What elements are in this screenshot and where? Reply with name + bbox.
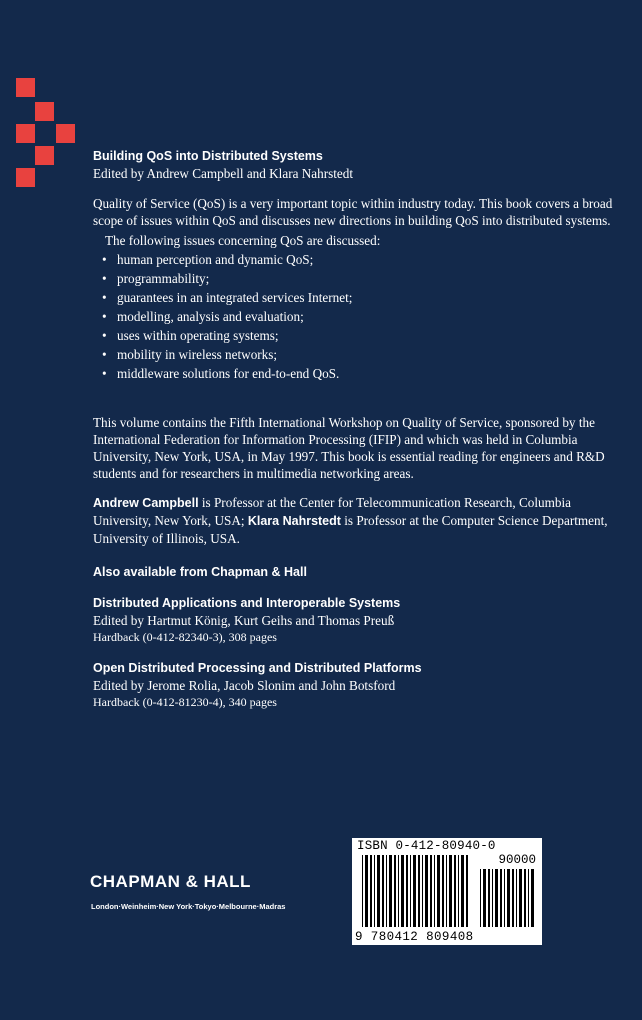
related-book-edition: Hardback (0-412-81230-4), 340 pages — [93, 695, 277, 709]
bullet-icon: • — [102, 328, 107, 343]
list-item: • middleware solutions for end-to-end QoS. — [102, 366, 340, 381]
price-code: 90000 — [498, 853, 536, 867]
list-item: • guarantees in an integrated services Internet; — [102, 290, 353, 305]
isbn-number: ISBN 0-412-80940-0 — [357, 839, 496, 853]
list-item: • human perception and dynamic QoS; — [102, 252, 314, 267]
related-book-editors: Edited by Jerome Rolia, Jacob Slonim and John Botsford — [93, 678, 396, 693]
decorative-square — [35, 146, 54, 165]
publisher-logo: CHAPMAN & HALL — [90, 872, 251, 891]
bullet-icon: • — [102, 290, 107, 305]
also-available-heading: Also available from Chapman & Hall — [93, 565, 307, 579]
list-item: • programmability; — [102, 271, 210, 286]
book-editors: Edited by Andrew Campbell and Klara Nahrstedt — [93, 166, 354, 181]
related-book — [93, 660, 613, 711]
bullet-icon: • — [102, 347, 107, 362]
author-bio: is Professor at the Center for Telecommunication Research, Columbia University, New York, USA; — [93, 495, 571, 528]
ean-number: 9 780412 809408 — [355, 930, 474, 944]
related-book-title: Distributed Applications and Interoperable Systems — [93, 596, 401, 610]
barcode-bars — [362, 855, 472, 927]
bullet-icon: • — [102, 366, 107, 381]
bullet-icon: • — [102, 271, 107, 286]
related-book-title: Open Distributed Processing and Distributed Platforms — [93, 661, 422, 675]
book-title: Building QoS into Distributed Systems — [93, 149, 323, 163]
decorative-square — [16, 124, 35, 143]
author-bio: is Professor at the Computer Science Department, University of Illinois, USA. — [93, 513, 608, 546]
volume-paragraph: This volume contains the Fifth International Workshop on Quality of Service, sponsored by the International Federation for Information Processing (IFIP) and which was held in Columbia University, New York, USA, in May 1997. This book is essential reading for engineers and R&D students and for researchers in multimedia networking areas. — [93, 415, 605, 481]
price-barcode-bars — [480, 869, 535, 927]
issues-lead-in: The following issues concerning QoS are discussed: — [105, 233, 381, 248]
publisher-cities: London·Weinheim·New York·Tokyo·Melbourne·Madras — [91, 902, 286, 911]
book-header — [93, 148, 613, 182]
bullet-icon: • — [102, 309, 107, 324]
intro-paragraph: Quality of Service (QoS) is a very important topic within industry today. This book covers a broad scope of issues within QoS and discusses new directions in building QoS into distributed systems. — [93, 196, 613, 228]
decorative-square — [35, 102, 54, 121]
related-book-edition: Hardback (0-412-82340-3), 308 pages — [93, 630, 277, 644]
related-book-editors: Edited by Hartmut König, Kurt Geihs and Thomas Preuß — [93, 613, 395, 628]
issues-list — [93, 251, 613, 382]
intro-section — [93, 195, 613, 382]
decorative-square — [16, 78, 35, 97]
list-item: • mobility in wireless networks; — [102, 347, 278, 362]
bullet-icon: • — [102, 252, 107, 267]
related-book — [93, 595, 613, 646]
author-name: Klara Nahrstedt — [247, 514, 341, 528]
barcode — [352, 838, 542, 945]
author-name: Andrew Campbell — [93, 496, 199, 510]
decorative-square — [16, 168, 35, 187]
decorative-square — [56, 124, 75, 143]
list-item: • modelling, analysis and evaluation; — [102, 309, 304, 324]
authors-paragraph — [93, 494, 613, 547]
list-item: • uses within operating systems; — [102, 328, 279, 343]
